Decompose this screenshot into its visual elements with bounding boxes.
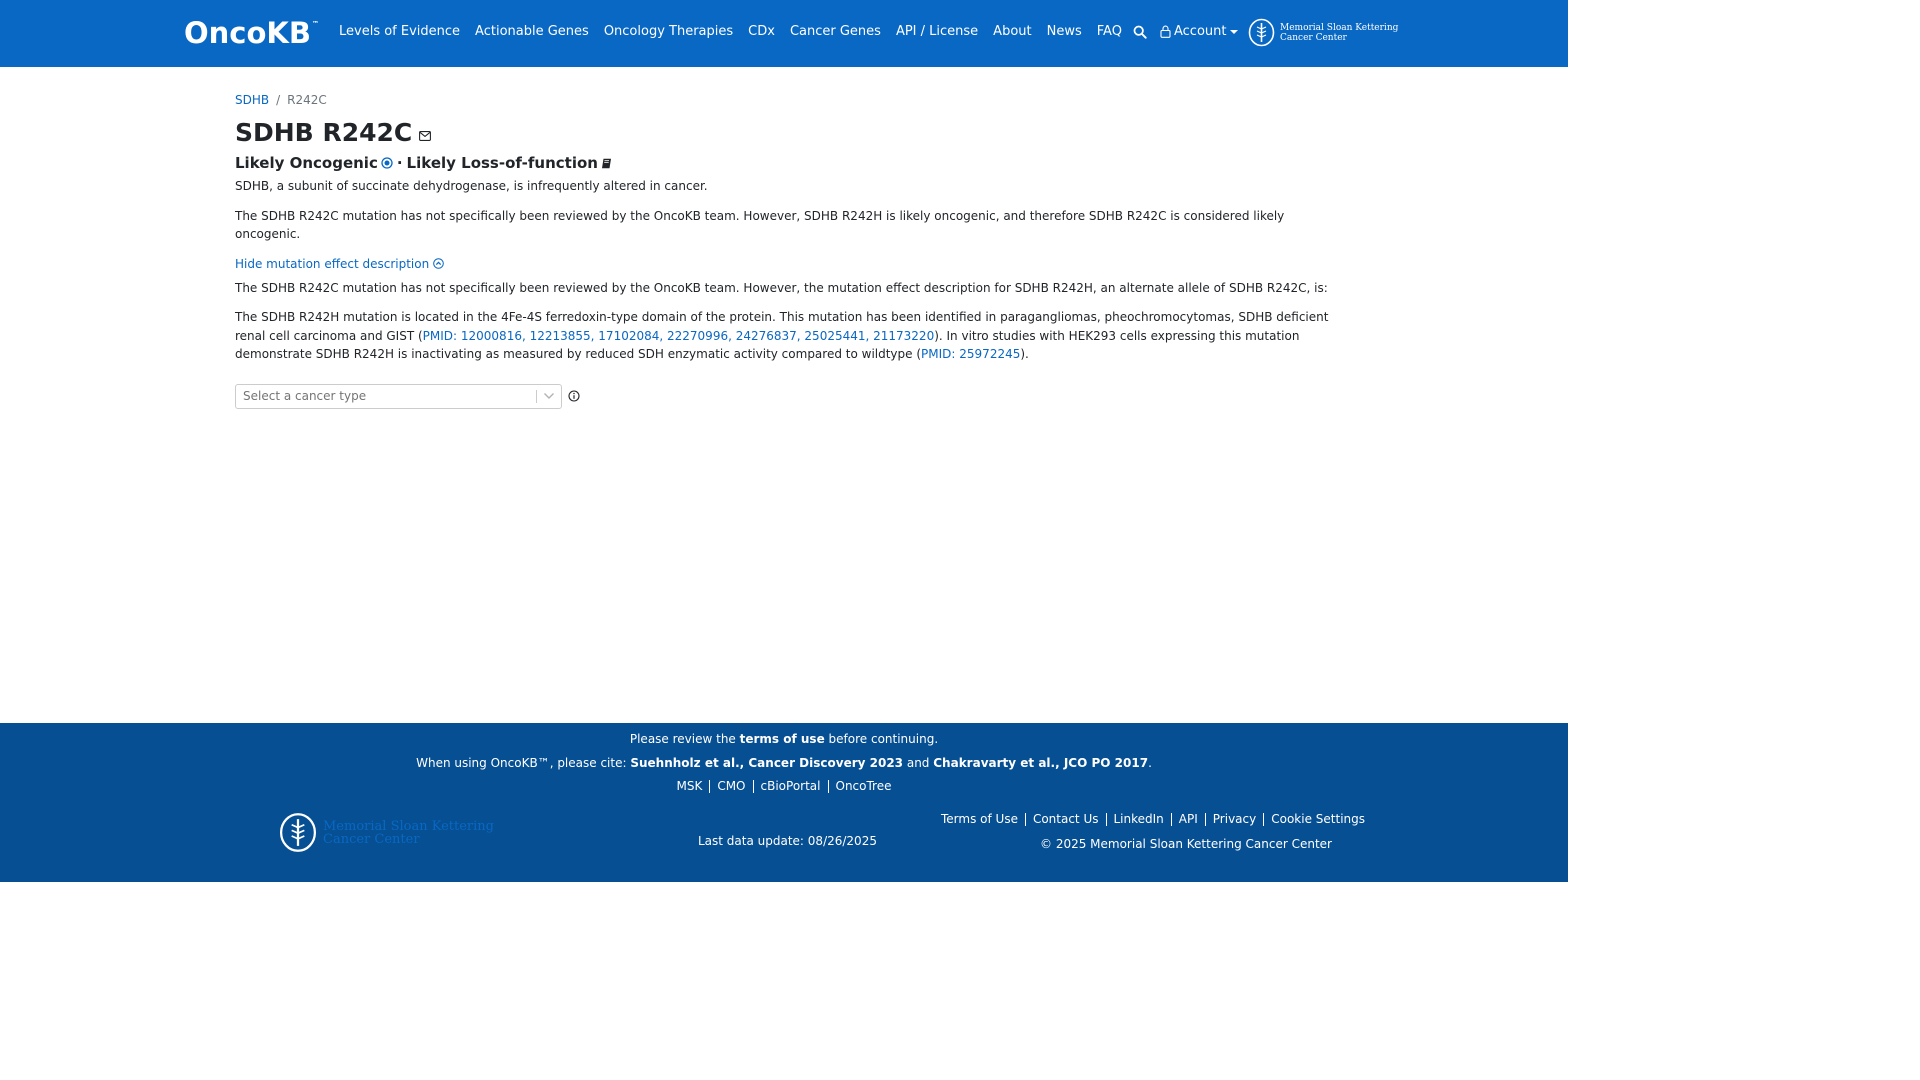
nav-api-license[interactable]: API / License — [895, 24, 979, 39]
footer-citation — [0, 756, 1568, 770]
footer-contact-us[interactable]: Contact Us — [1032, 812, 1099, 826]
divider — [709, 780, 710, 793]
top-navbar — [0, 0, 1568, 67]
footer-link-msk[interactable]: MSK — [676, 779, 703, 793]
oncogenicity-label: Likely Oncogenic — [235, 154, 378, 172]
nav-faq[interactable]: FAQ — [1096, 24, 1122, 39]
oncokb-logo[interactable] — [184, 16, 319, 52]
cite-and: and — [903, 756, 934, 770]
page-heading — [235, 116, 1335, 148]
breadcrumb-gene-link[interactable]: SDHB — [235, 93, 270, 107]
footer-link-oncotree[interactable]: OncoTree — [835, 779, 892, 793]
cancer-type-select[interactable] — [235, 384, 562, 409]
chevron-down-icon[interactable] — [537, 392, 561, 400]
divider — [753, 780, 754, 793]
footer-cookie-settings[interactable]: Cookie Settings — [1271, 812, 1365, 826]
main-content — [235, 90, 1335, 409]
hide-mutation-effect-toggle[interactable] — [235, 255, 1335, 273]
divider — [1205, 813, 1206, 826]
nav-cancer-genes[interactable]: Cancer Genes — [789, 24, 881, 39]
classification-row — [235, 152, 1335, 174]
footer-partner-links — [0, 779, 1568, 793]
oncogenic-target-icon[interactable] — [381, 157, 393, 169]
alt-allele-intro: The SDHB R242C mutation has not specifically been reviewed by the OncoKB team. However, the mutation effect description for SDHB R242H, an alternate allele of SDHB R242C, is: — [235, 280, 1328, 295]
footer-legal-links — [941, 812, 1365, 826]
cite-link-chakravarty[interactable]: Chakravarty et al., JCO PO 2017 — [933, 756, 1149, 770]
footer-terms-of-use[interactable]: Terms of Use — [941, 812, 1018, 826]
mutation-effect-label: Likely Loss-of-function — [406, 154, 598, 172]
msk-emblem-icon — [1248, 18, 1275, 47]
footer-msk-line1: Memorial Sloan Kettering — [323, 818, 494, 834]
account-dropdown[interactable] — [1160, 24, 1238, 39]
cancer-type-placeholder: Select a cancer type — [243, 389, 367, 403]
footer-link-cbioportal[interactable]: cBioPortal — [760, 779, 821, 793]
divider — [1106, 813, 1107, 826]
separator-dot: · — [396, 154, 403, 172]
nav-cdx[interactable]: CDx — [748, 24, 775, 39]
msk-nav-line1: Memorial Sloan Kettering — [1280, 22, 1399, 33]
nav-actionable-genes[interactable]: Actionable Genes — [475, 24, 589, 39]
hide-link-label: Hide mutation effect description — [235, 256, 430, 271]
cancer-type-row — [235, 384, 1335, 409]
divider — [1025, 813, 1026, 826]
description-part2: ). In vitro studies with HEK293 cells expressing this mutation demonstrate SDHB R242H is inactivating as measured by reduced SDH enzymatic activity compared to wildtype ( — [235, 328, 1300, 361]
mutation-effect-description — [235, 308, 1335, 364]
cite-link-suehnholz[interactable]: Suehnholz et al., Cancer Discovery 2023 — [630, 756, 904, 770]
footer-linkedin[interactable]: LinkedIn — [1113, 812, 1164, 826]
breadcrumb — [235, 90, 1335, 110]
account-label: Account — [1174, 24, 1227, 39]
gene-summary: SDHB, a subunit of succinate dehydrogenase, is infrequently altered in cancer. — [235, 179, 708, 193]
copyright: © 2025 Memorial Sloan Kettering Cancer Center — [1040, 837, 1332, 851]
divider — [1263, 813, 1264, 826]
chevron-up-circle-icon — [433, 258, 444, 269]
cite-end: . — [1148, 756, 1152, 770]
footer-link-cmo[interactable]: CMO — [717, 779, 746, 793]
msk-nav-line2: Cancer Center — [1280, 32, 1347, 43]
book-icon[interactable] — [601, 158, 612, 169]
description-part1: The SDHB R242H mutation is located in the 4Fe-4S ferredoxin-type domain of the protein. This mutation has been identified in paragangliomas, pheochromocytomas, SDHB deficient renal cell carcinoma and GIST ( — [235, 310, 1329, 343]
footer-msk-line2: Cancer Center — [323, 831, 420, 847]
nav-links — [339, 24, 1137, 39]
breadcrumb-alteration: R242C — [287, 93, 327, 107]
footer-privacy[interactable]: Privacy — [1212, 812, 1257, 826]
cite-prefix: When using OncoKB™, please cite: — [416, 756, 631, 770]
pmid-link-group-1[interactable]: PMID: 12000816, 12213855, 17102084, 22270996, 24276837, 25025441, 21173220 — [422, 328, 935, 343]
description-part3: ). — [1020, 347, 1029, 361]
terms-notice-prefix: Please review the — [629, 732, 740, 746]
footer — [0, 723, 1568, 882]
logo-text: OncoKB — [184, 16, 311, 50]
info-icon[interactable] — [568, 390, 580, 402]
nav-about[interactable]: About — [993, 24, 1032, 39]
caret-down-icon — [1230, 30, 1238, 34]
pmid-link-group-2[interactable]: PMID: 25972245 — [921, 347, 1021, 361]
logo-trademark: ™ — [312, 20, 319, 28]
nav-oncology-therapies[interactable]: Oncology Therapies — [603, 24, 734, 39]
divider — [1171, 813, 1172, 826]
select-indicators — [536, 385, 561, 408]
lock-icon — [1160, 25, 1171, 38]
terms-of-use-link[interactable]: terms of use — [739, 732, 825, 746]
nav-news[interactable]: News — [1046, 24, 1082, 39]
footer-msk-logo[interactable] — [279, 812, 494, 853]
envelope-icon[interactable] — [419, 131, 431, 141]
footer-terms-notice — [0, 732, 1568, 746]
nav-right — [1133, 24, 1238, 39]
search-icon[interactable] — [1133, 25, 1147, 39]
msk-emblem-icon — [279, 812, 317, 853]
breadcrumb-separator: / — [276, 93, 281, 107]
footer-api[interactable]: API — [1178, 812, 1198, 826]
divider — [828, 780, 829, 793]
variant-summary: The SDHB R242C mutation has not specifically been reviewed by the OncoKB team. However, SDHB R242H is likely oncogenic, and therefore SDHB R242C is considered likely oncogenic. — [235, 208, 1285, 241]
last-data-update: Last data update: 08/26/2025 — [698, 834, 877, 848]
page-title: SDHB R242C — [235, 117, 413, 147]
msk-nav-logo[interactable] — [1248, 18, 1398, 47]
nav-levels-of-evidence[interactable]: Levels of Evidence — [339, 24, 461, 39]
terms-notice-suffix: before continuing. — [824, 732, 939, 746]
